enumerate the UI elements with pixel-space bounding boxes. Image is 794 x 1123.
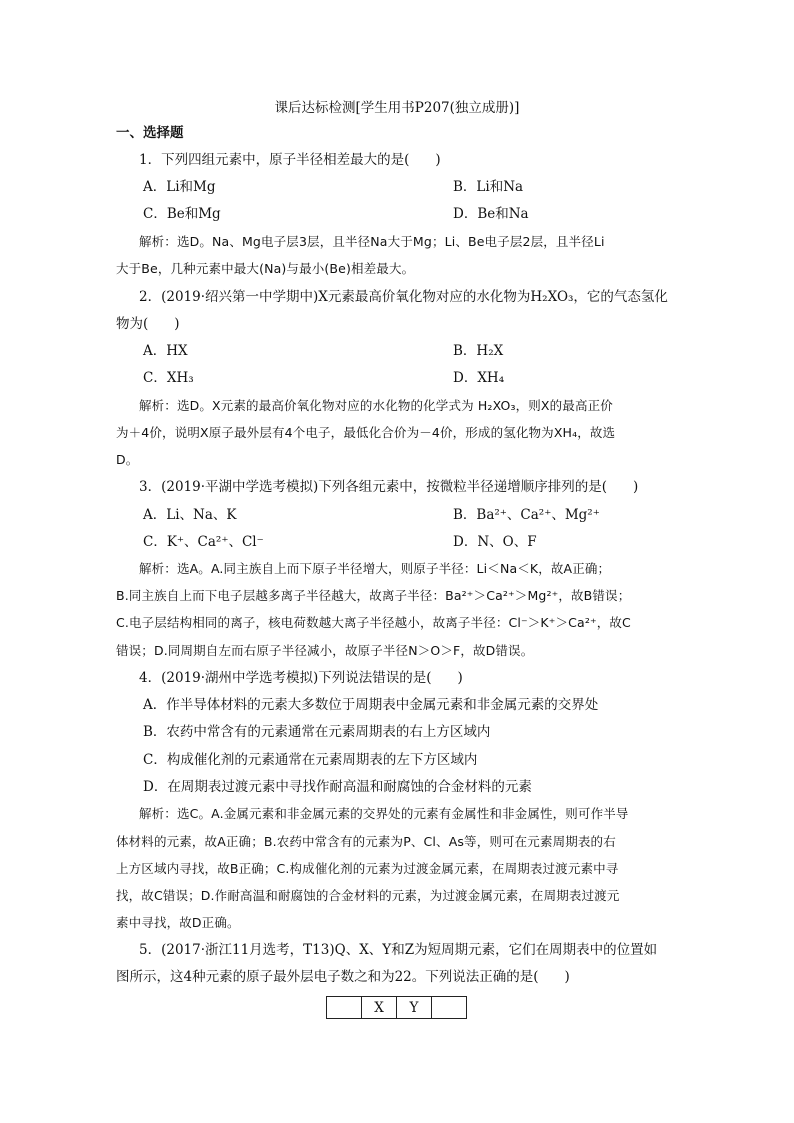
q1-option-a: A．Li和Mg xyxy=(143,179,216,195)
q4-explanation-line-5: 素中寻找，故D正确。 xyxy=(116,915,240,930)
q3-explanation-line-2: B.同主族自上而下电子层越多离子半径越大，故离子半径：Ba²⁺＞Ca²⁺＞Mg²⁺，故B错误； xyxy=(116,588,631,603)
q2-option-b: B．H₂X xyxy=(453,343,504,359)
table-cell xyxy=(327,997,362,1019)
table-cell: X xyxy=(362,997,397,1019)
q4-option-c: C．构成催化剂的元素通常在元素周期表的左下方区域内 xyxy=(143,752,478,768)
q2-explanation-line-3: D。 xyxy=(116,452,139,467)
q2-explanation-line-1: 解析：选D。X元素的最高价氧化物对应的水化物的化学式为 H₂XO₃，则X的最高正价 xyxy=(139,398,613,413)
q4-explanation-line-4: 找，故C错误；D.作耐高温和耐腐蚀的合金材料的元素，为过渡金属元素，在周期表过渡元 xyxy=(116,888,620,903)
section-heading: 一、选择题 xyxy=(116,125,184,141)
q3-option-b: B．Ba²⁺、Ca²⁺、Mg²⁺ xyxy=(453,507,600,523)
q1-option-d: D．Be和Na xyxy=(453,206,529,222)
table-row xyxy=(327,997,467,1019)
table-cell: Y xyxy=(397,997,432,1019)
q4-explanation-line-2: 体材料的元素，故A正确；B.农药中常含有的元素为P、Cl、As等，则可在元素周期表的右 xyxy=(116,834,616,849)
question-4-stem: 4．(2019·湖州中学选考模拟)下列说法错误的是( ) xyxy=(139,670,463,686)
q1-option-b: B．Li和Na xyxy=(453,179,524,195)
q4-option-a: A．作半导体材料的元素大多数位于周期表中金属元素和非金属元素的交界处 xyxy=(143,697,599,713)
periodic-position-table xyxy=(326,996,467,1019)
q2-option-d: D．XH₄ xyxy=(453,370,505,386)
q4-option-d: D．在周期表过渡元素中寻找作耐高温和耐腐蚀的合金材料的元素 xyxy=(143,779,532,795)
q3-option-d: D．N、O、F xyxy=(453,534,537,550)
q4-option-b: B．农药中常含有的元素通常在元素周期表的右上方区域内 xyxy=(143,724,491,740)
q2-explanation-line-2: 为＋4价，说明X原子最外层有4个电子，最低化合价为－4价，形成的氢化物为XH₄，故选 xyxy=(116,425,616,440)
q2-option-c: C．XH₃ xyxy=(143,370,194,386)
q4-explanation-line-1: 解析：选C。A.金属元素和非金属元素的交界处的元素有金属性和非金属性，则可作半导 xyxy=(139,806,629,821)
question-1-stem: 1．下列四组元素中，原子半径相差最大的是( ) xyxy=(139,152,441,168)
q3-explanation-line-1: 解析：选A。A.同主族自上而下原子半径增大，则原子半径：Li＜Na＜K，故A正确； xyxy=(139,561,611,576)
q3-option-a: A．Li、Na、K xyxy=(143,507,237,523)
question-5-stem-line-1: 5．(2017·浙江11月选考，T13)Q、X、Y和Z为短周期元素，它们在周期表中的位置如 xyxy=(139,942,658,958)
q2-option-a: A．HX xyxy=(143,343,188,359)
q3-explanation-line-3: C.电子层结构相同的离子，核电荷数越大离子半径越小，故离子半径：Cl⁻＞K⁺＞Ca²⁺，故C xyxy=(116,615,631,630)
question-3-stem: 3．(2019·平湖中学选考模拟)下列各组元素中，按微粒半径递增顺序排列的是( ) xyxy=(139,479,639,495)
question-2-stem-line-1: 2．(2019·绍兴第一中学期中)X元素最高价氧化物对应的水化物为H₂XO₃，它的气态氢化 xyxy=(139,289,668,305)
q3-option-c: C．K⁺、Ca²⁺、Cl⁻ xyxy=(143,534,264,550)
question-5-stem-line-2: 图所示，这4种元素的原子最外层电子数之和为22。下列说法正确的是( ) xyxy=(116,969,570,985)
q1-explanation-line-2: 大于Be，几种元素中最大(Na)与最小(Be)相差最大。 xyxy=(116,261,415,276)
table-cell xyxy=(432,997,467,1019)
q1-explanation-line-1: 解析：选D。Na、Mg电子层3层，且半径Na大于Mg；Li、Be电子层2层，且半径Li xyxy=(139,234,605,249)
q1-option-c: C．Be和Mg xyxy=(143,206,221,222)
page-title: 课后达标检测[学生用书P207(独立成册)] xyxy=(274,100,520,116)
q4-explanation-line-3: 上方区域内寻找，故B正确；C.构成催化剂的元素为过渡金属元素，在周期表过渡元素中寻 xyxy=(116,861,619,876)
q3-explanation-line-4: 错误；D.同周期自左而右原子半径减小，故原子半径N＞O＞F，故D错误。 xyxy=(116,643,534,658)
question-2-stem-line-2: 物为( ) xyxy=(116,316,180,332)
